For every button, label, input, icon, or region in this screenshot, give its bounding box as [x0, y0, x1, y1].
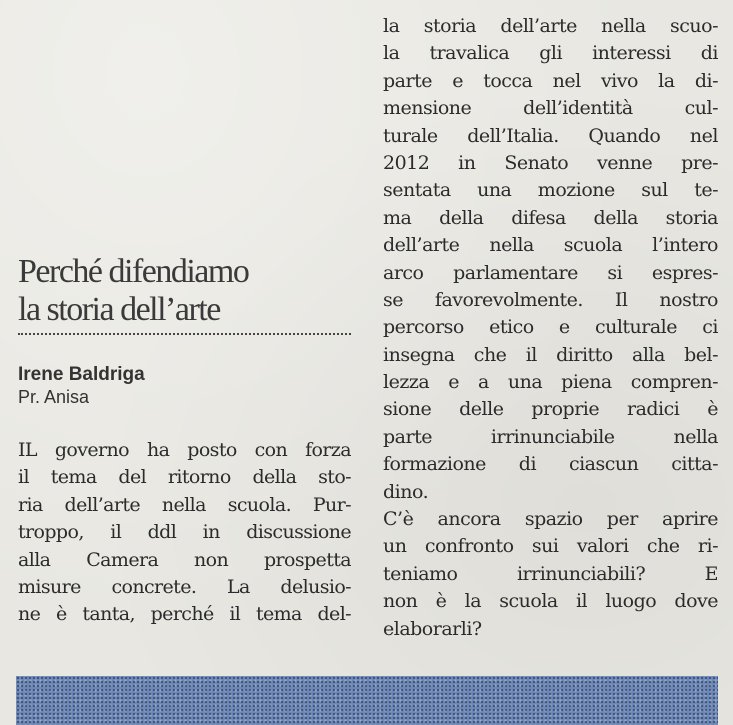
body-line: ria dell’arte nella scuola. Pur-	[18, 493, 351, 516]
body-line: sione delle proprie radici è	[383, 398, 718, 421]
decorative-blue-band	[16, 676, 718, 725]
body-line: percorso etico e culturale ci	[383, 316, 718, 339]
body-line: 2012 in Senato venne pre-	[383, 151, 718, 174]
body-line: sentata una mozione sul te-	[383, 179, 718, 202]
body-line: dell’arte nella scuola l’intero	[383, 234, 718, 257]
body-line: il tema del ritorno della sto-	[18, 466, 351, 489]
body-line: mensione dell’identità cul-	[383, 97, 718, 120]
body-line: ma della difesa della storia	[383, 206, 718, 229]
body-line: parte irrinunciabile nella	[383, 425, 718, 448]
headline-divider	[18, 333, 351, 335]
left-column-body	[18, 437, 351, 629]
body-line: formazione di ciascun citta-	[383, 453, 718, 476]
body-line: C’è ancora spazio per aprire	[383, 508, 718, 531]
body-line: alla Camera non prospetta	[18, 548, 351, 571]
author-name: Irene Baldriga	[18, 364, 145, 385]
body-line: teniamo irrinunciabili? E	[383, 562, 718, 585]
headline-line: la storia dell’arte	[18, 291, 220, 328]
body-line: dino.	[383, 480, 429, 503]
article-headline	[18, 253, 353, 329]
body-line: se favorevolmente. Il nostro	[383, 288, 718, 311]
body-line: elaborarli?	[383, 617, 482, 640]
body-line: misure concrete. La delusio-	[18, 575, 351, 598]
headline-line: Perché difendiamo	[18, 253, 249, 290]
body-line: troppo, il ddl in discussione	[18, 521, 351, 544]
body-line: insegna che il diritto alla bel-	[383, 343, 718, 366]
right-column-body	[383, 13, 718, 643]
body-line: un confronto sui valori che ri-	[383, 535, 718, 558]
body-line: lezza e a una piena compren-	[383, 371, 718, 394]
body-line: parte e tocca nel vivo la di-	[383, 69, 718, 92]
body-line: IL governo ha posto con forza	[18, 439, 351, 461]
body-line: la travalica gli interessi di	[383, 42, 718, 65]
body-line: arco parlamentare si espres-	[383, 261, 718, 284]
body-line: non è la scuola il luogo dove	[383, 590, 718, 613]
author-affiliation: Pr. Anisa	[18, 387, 90, 407]
body-line: la storia dell’arte nella scuo-	[383, 15, 718, 37]
body-line: turale dell’Italia. Quando nel	[383, 124, 718, 147]
body-line: ne è tanta, perché il tema del-	[18, 603, 351, 626]
